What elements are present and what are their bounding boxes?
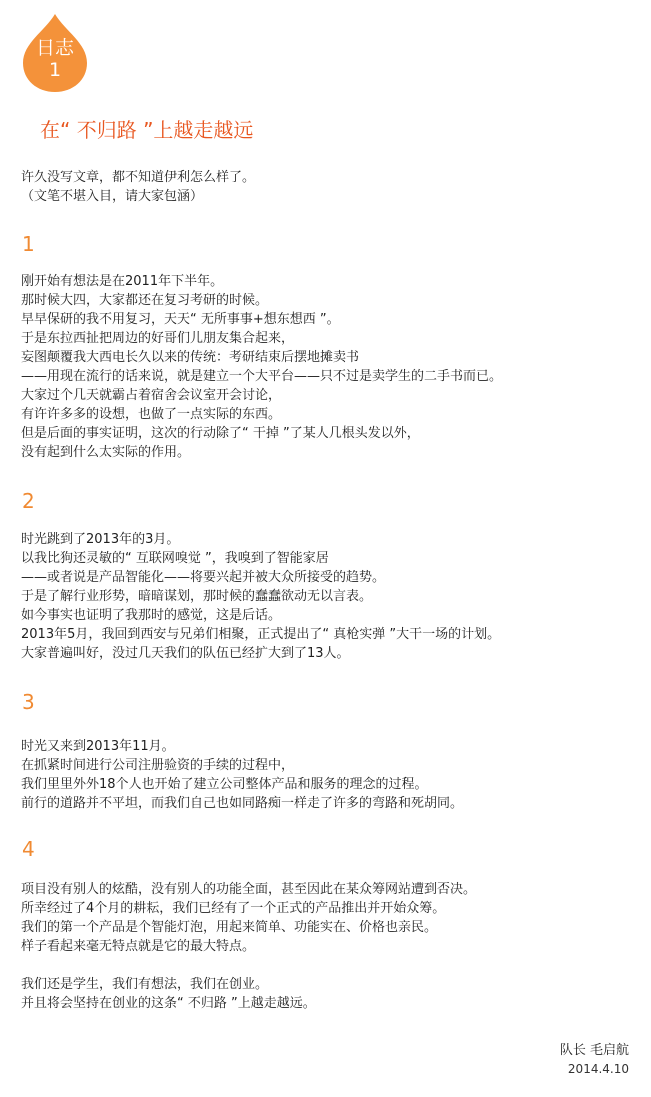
text-line: 时光又来到2013年11月。 xyxy=(21,739,175,754)
text-line: 那时候大四，大家都还在复习考研的时候。 xyxy=(21,293,269,308)
text-line: 刚开始有想法是在2011年下半年。 xyxy=(21,274,224,289)
text-line: 没有起到什么太实际的作用。 xyxy=(21,445,191,460)
signature xyxy=(560,1042,629,1078)
text-line: 大家普遍叫好，没过几天我们的队伍已经扩大到了13人。 xyxy=(21,646,350,661)
text-line: 前行的道路并不平坦，而我们自己也如同路痴一样走了许多的弯路和死胡同。 xyxy=(21,796,464,811)
text-line: 以我比狗还灵敏的“ 互联网嗅觉 ”，我嗅到了智能家居 xyxy=(21,551,329,566)
signature-date: 2014.4.10 xyxy=(567,1062,629,1076)
text-line: 我们里里外外18个人也开始了建立公司整体产品和服务的理念的过程。 xyxy=(21,777,428,792)
text-line: 大家过个几天就霸占着宿舍会议室开会讨论， xyxy=(21,388,282,403)
text-line: 于是东拉西扯把周边的好哥们儿朋友集合起来， xyxy=(21,331,295,346)
text-line: 早早保研的我不用复习，天天“ 无所事事+想东想西 ”。 xyxy=(21,312,340,327)
text-line: ——或者说是产品智能化——将要兴起并被大众所接受的趋势。 xyxy=(21,570,386,585)
intro-line: 许久没写文章，都不知道伊利怎么样了。 xyxy=(21,170,256,185)
text-line: ——用现在流行的话来说，就是建立一个大平台——只不过是卖学生的二手书而已。 xyxy=(21,369,503,384)
closing-paragraph xyxy=(21,975,316,1013)
text-line: 2013年5月，我回到西安与兄弟们相聚，正式提出了“ 真枪实弹 ”大干一场的计划。 xyxy=(21,627,501,642)
section-paragraph xyxy=(21,272,502,462)
text-line: 于是了解行业形势，暗暗谋划，那时候的蠢蠢欲动无以言表。 xyxy=(21,589,373,604)
signature-name: 队长 毛启航 xyxy=(559,1043,629,1058)
text-line: 样子看起来毫无特点就是它的最大特点。 xyxy=(21,939,256,954)
text-line: 我们的第一个产品是个智能灯泡，用起来简单、功能实在、价格也亲民。 xyxy=(21,920,438,935)
text-line: 我们还是学生，我们有想法，我们在创业。 xyxy=(21,977,269,992)
text-line: 但是后面的事实证明，这次的行动除了“ 干掉 ”了某人几根头发以外， xyxy=(21,426,420,441)
section-paragraph xyxy=(21,530,500,663)
text-line: 妄图颠覆我大西电长久以来的传统：考研结束后摆地摊卖书 xyxy=(21,350,360,365)
text-line: 时光跳到了2013年的3月。 xyxy=(21,532,180,547)
badge-number: 1 xyxy=(48,59,62,81)
section-number: 1 xyxy=(22,232,35,256)
text-line: 有许许多多的设想，也做了一点实际的东西。 xyxy=(21,407,282,422)
section-number: 2 xyxy=(22,489,35,513)
badge-label: 日志 xyxy=(35,37,74,59)
intro-paragraph xyxy=(21,168,255,206)
section-number: 3 xyxy=(22,690,35,714)
text-line: 所幸经过了4个月的耕耘，我们已经有了一个正式的产品推出并开始众筹。 xyxy=(21,901,446,916)
section-number: 4 xyxy=(22,837,35,861)
text-line: 并且将会坚持在创业的这条“ 不归路 ”上越走越远。 xyxy=(21,996,316,1011)
section-paragraph xyxy=(21,880,476,956)
diary-badge xyxy=(21,13,89,93)
text-line: 在抓紧时间进行公司注册验资的手续的过程中， xyxy=(21,758,295,773)
section-paragraph xyxy=(21,737,463,813)
intro-line: （文笔不堪入目，请大家包涵） xyxy=(21,189,204,204)
text-line: 项目没有别人的炫酷，没有别人的功能全面，甚至因此在某众筹网站遭到否决。 xyxy=(21,882,477,897)
page-title: 在“ 不归路 ”上越走越远 xyxy=(40,118,254,142)
text-line: 如今事实也证明了我那时的感觉，这是后话。 xyxy=(21,608,282,623)
